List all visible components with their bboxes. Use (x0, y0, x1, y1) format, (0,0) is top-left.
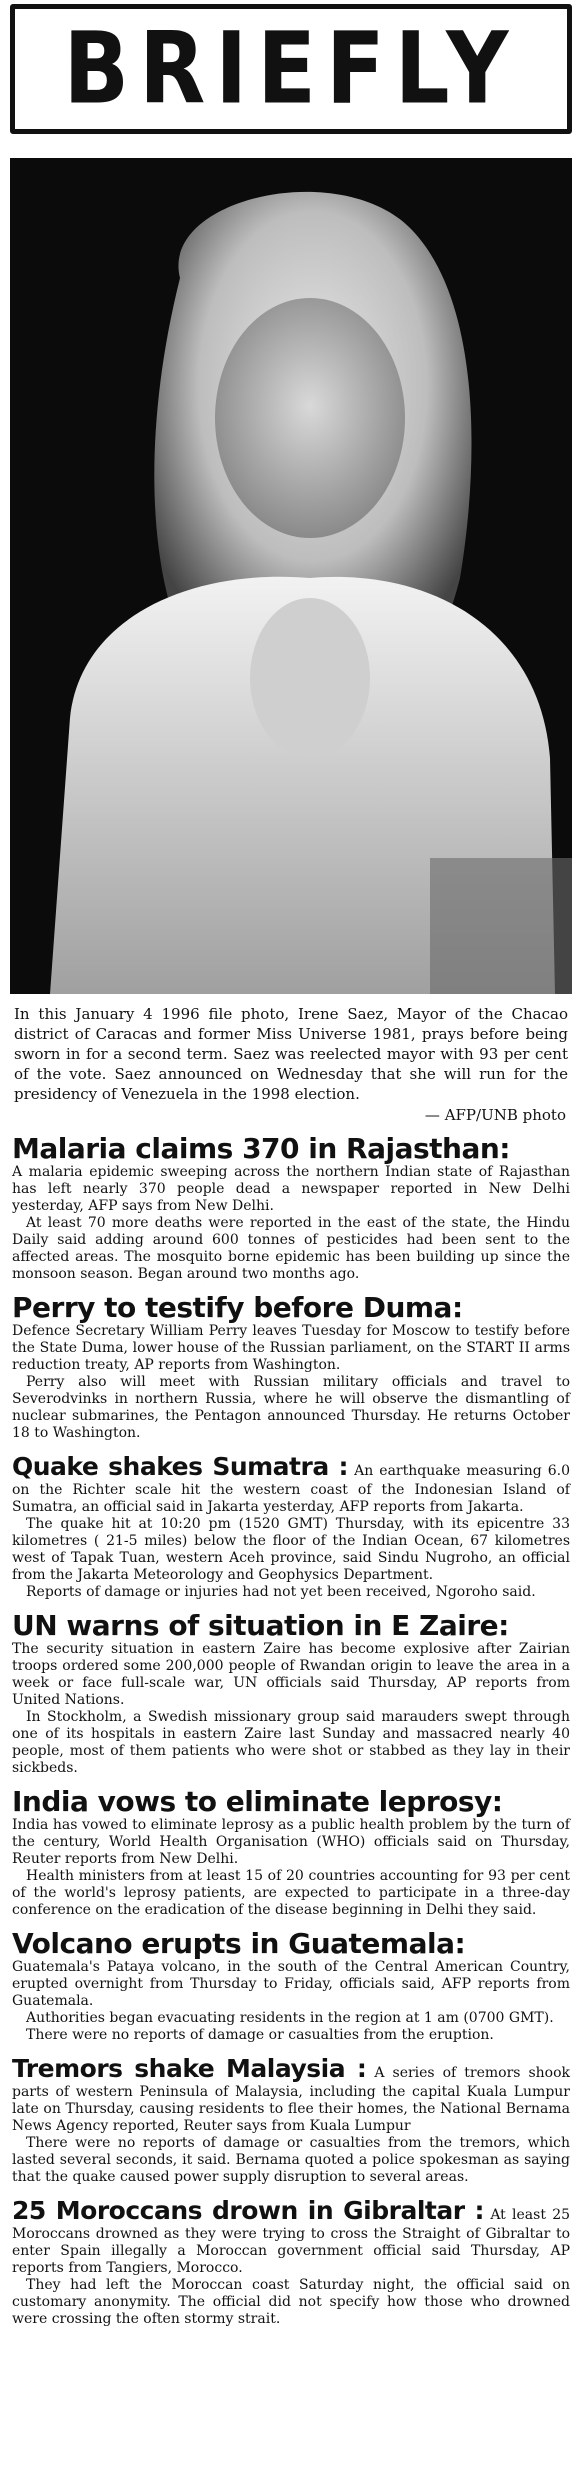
story-lead (12, 2054, 570, 2135)
story-headline: Quake shakes Sumatra : (12, 1452, 349, 1481)
story-guatemala (12, 1929, 570, 2044)
story-paragraph: There were no reports of damage or casualties from the eruption. (26, 2027, 494, 2043)
story-malaria (12, 1134, 570, 1283)
story-sumatra (12, 1452, 570, 1601)
story-paragraph: A malaria epidemic sweeping across the northern Indian state of Rajasthan has left nearly 370 people dead a newspaper reported in New Delhi yesterday, AFP says from New Delhi. (12, 1164, 570, 1214)
story-paragraph: The security situation in eastern Zaire has become explosive after Zairian troops ordered some 200,000 people of Rwandan origin to leave the area in a week or face full-scale war, UN officials said Thursday, AP reports from United Nations. (12, 1641, 570, 1708)
story-headline: Malaria claims 370 in Rajasthan: (12, 1132, 511, 1165)
story-malaysia (12, 2054, 570, 2186)
story-paragraph: Health ministers from at least 15 of 20 countries accounting for 93 per cent of the world's leprosy patients, are expected to participate in a three-day conference on the eradication of the disease beginning in Delhi they said. (12, 1868, 570, 1918)
story-headline: UN warns of situation in E Zaire: (12, 1609, 509, 1642)
masthead-title: BRIEFLY (63, 11, 519, 127)
story-paragraph: A series of tremors shook parts of western Peninsula of Malaysia, including the capital Kuala Lumpur late on Thursday, causing residents to flee their homes, the National Bernama News Agency reported, Reuter says from Kuala Lumpur (12, 2065, 571, 2134)
story-paragraph: At least 25 Moroccans drowned as they were trying to cross the Straight of Gibraltar to enter Spain illegally a Moroccan government official said Thursday, AP reports from Tangiers, Morocco. (12, 2207, 571, 2276)
photo-caption: In this January 4 1996 file photo, Irene Saez, Mayor of the Chacao district of Caracas and former Miss Universe 1981, prays before being sworn in for a second term. Saez was reelected mayor with 93 per cent of the vote. Saez announced on Wednesday that she will run for the presidency of Venezuela in the 1998 election. (14, 1005, 568, 1103)
story-paragraph: Guatemala's Pataya volcano, in the south of the Central American Country, erupted overnight from Thursday to Friday, officials said, AFP reports from Guatemala. (12, 1959, 570, 2009)
story-gibraltar (12, 2196, 570, 2328)
story-perry (12, 1293, 570, 1442)
story-zaire (12, 1611, 570, 1777)
story-paragraph: Authorities began evacuating residents in the region at 1 am (0700 GMT). (26, 2010, 554, 2026)
story-headline: Perry to testify before Duma: (12, 1291, 463, 1324)
story-paragraph: India has vowed to eliminate leprosy as a public health problem by the turn of the century, World Health Organisation (WHO) officials said on Thursday, Reuter reports from New Delhi. (12, 1817, 570, 1867)
story-paragraph: There were no reports of damage or casualties from the tremors, which lasted several seconds, it said. Bernama quoted a police spokesman as saying that the quake caused power supply disruption to several areas. (12, 2135, 570, 2185)
story-lead (12, 1452, 570, 1516)
portrait-image (10, 158, 572, 994)
story-paragraph: Perry also will meet with Russian military officials and travel to Severodvinks in northern Russia, where he will observe the dismantling of nuclear submarines, the Pentagon announced Thursday. He returns October 18 to Washington. (12, 1374, 570, 1441)
story-paragraph: At least 70 more deaths were reported in the east of the state, the Hindu Daily said adding around 600 tonnes of pesticides had been sent to the affected areas. The mosquito borne epidemic has been building up since the monsoon season. Began around two months ago. (12, 1215, 570, 1282)
story-headline: Tremors shake Malaysia : (12, 2054, 367, 2083)
photo-credit: — AFP/UNB photo (424, 1106, 566, 1124)
story-headline: Volcano erupts in Guatemala: (12, 1927, 466, 1960)
story-headline: India vows to eliminate leprosy: (12, 1785, 503, 1818)
story-paragraph: In Stockholm, a Swedish missionary group said marauders swept through one of its hospitals in eastern Zaire last Sunday and massacred nearly 40 people, most of them patients who were shot or stabbed as they lay in their sickbeds. (12, 1709, 570, 1776)
story-headline: 25 Moroccans drown in Gibraltar : (12, 2196, 485, 2225)
photo (10, 158, 572, 994)
masthead (10, 4, 572, 134)
story-paragraph: Defence Secretary William Perry leaves Tuesday for Moscow to testify before the State Duma, lower house of the Russian parliament, on the START II arms reduction treaty, AP reports from Washington. (12, 1323, 570, 1373)
story-paragraph: Reports of damage or injuries had not yet been received, Ngoroho said. (26, 1584, 536, 1600)
story-lead (12, 2196, 570, 2277)
story-paragraph: An earthquake measuring 6.0 on the Richter scale hit the western coast of the Indonesian Island of Sumatra, an official said in Jakarta yesterday, AFP reports from Jakarta. (12, 1463, 571, 1515)
story-leprosy (12, 1787, 570, 1919)
story-paragraph: They had left the Moroccan coast Saturday night, the official said on customary anonymity. The official did not specify how those who drowned were crossing the often stormy strait. (12, 2277, 570, 2327)
story-paragraph: The quake hit at 10:20 pm (1520 GMT) Thursday, with its epicentre 33 kilometres ( 21-5 miles) below the floor of the Indian Ocean, 67 kilometres west of Tapak Tuan, western Aceh province, said Sindu Nugroho, an official from the Jakarta Meteorology and Geophysics Department. (12, 1516, 570, 1583)
